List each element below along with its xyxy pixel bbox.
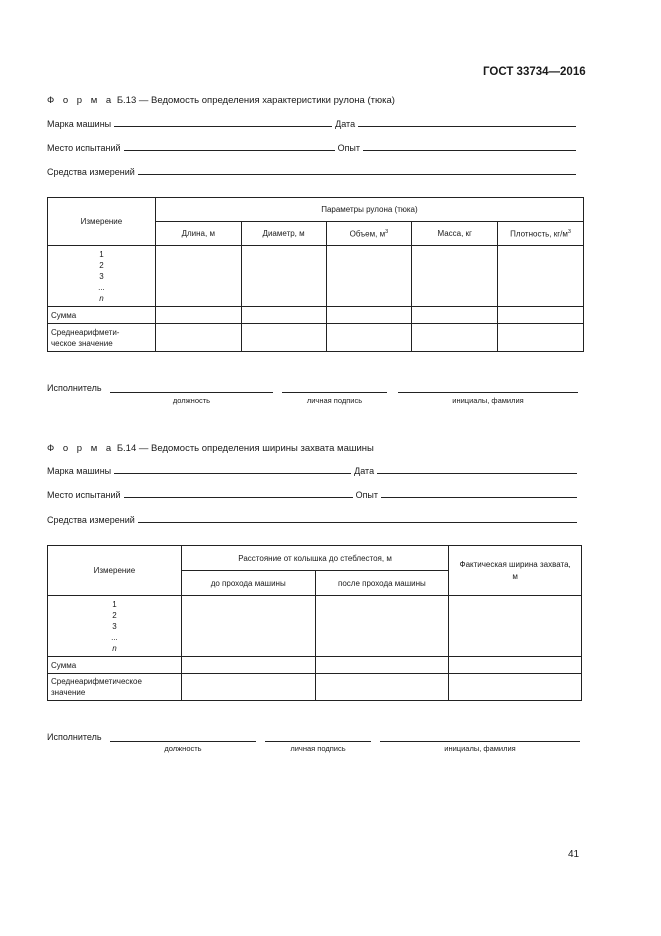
form-13-group-header: Параметры рулона (тюка) (155, 198, 583, 222)
form-13-place-label: Место испытаний (47, 143, 121, 153)
row-index: 2 (112, 610, 117, 620)
form-14-table (47, 545, 582, 701)
form-14-row-sum: Сумма (48, 657, 182, 674)
form-14-caption-name: инициалы, фамилия (444, 744, 516, 753)
form-14-instruments-row (47, 515, 580, 525)
form-14-signature-field[interactable] (265, 741, 371, 742)
form-14-col-actual-line1: Фактическая ширина захвата, (459, 559, 571, 569)
form-14-row-average (48, 674, 182, 701)
form-14-col-actual-line2: м (512, 571, 518, 581)
form-13-col-mass: Масса, кг (412, 222, 498, 246)
form-14-col-actual-width (449, 546, 582, 596)
row-index: n (112, 643, 117, 653)
form-13-row-sum: Сумма (48, 307, 156, 324)
form-13-row-average-line2: ческое значение (51, 338, 113, 348)
form-14-name-field[interactable] (380, 741, 580, 742)
form-13-col-density (498, 222, 584, 246)
form-13-date-label: Дата (335, 119, 356, 129)
table-cell[interactable] (155, 246, 241, 307)
row-index: ... (98, 282, 105, 292)
table-cell[interactable] (326, 307, 412, 324)
form-14-row-indices (48, 596, 182, 657)
form-14-date-field[interactable] (377, 473, 577, 474)
table-cell[interactable] (181, 596, 315, 657)
row-index: 1 (112, 599, 117, 609)
form-14-instruments-label: Средства измерений (47, 515, 135, 525)
table-cell[interactable] (241, 324, 326, 352)
table-cell[interactable] (241, 246, 326, 307)
form-14-place-label: Место испытаний (47, 490, 121, 500)
table-cell[interactable] (498, 307, 584, 324)
form-14-place-field[interactable] (124, 497, 353, 498)
form-13-title (47, 95, 395, 106)
form-13-title-text: Б.13 — Ведомость определения характеристики рулона (тюка) (116, 95, 395, 106)
form-14-machine-label: Марка машины (47, 466, 112, 476)
form-14-col-after: после прохода машины (315, 571, 449, 596)
row-index: 2 (99, 260, 104, 270)
table-cell[interactable] (315, 596, 449, 657)
form-13-signature-field[interactable] (282, 392, 387, 393)
table-cell[interactable] (449, 674, 582, 701)
form-13-table (47, 197, 584, 352)
row-index: 1 (99, 249, 104, 259)
table-cell[interactable] (315, 657, 449, 674)
form-13-machine-label: Марка машины (47, 119, 112, 129)
row-index: 3 (99, 271, 104, 281)
form-13-col-volume-sup: 3 (385, 228, 389, 235)
form-14-col-measurement: Измерение (48, 546, 182, 596)
form-14-row-average-line2: значение (51, 688, 86, 697)
row-index: 3 (112, 621, 117, 631)
form-13-name-field[interactable] (398, 392, 578, 393)
table-cell[interactable] (181, 657, 315, 674)
table-cell[interactable] (412, 246, 498, 307)
form-13-prefix: Ф о р м а (47, 95, 115, 106)
form-14-instruments-field[interactable] (138, 522, 577, 523)
form-13-col-diameter: Диаметр, м (241, 222, 326, 246)
form-14-trial-label: Опыт (355, 490, 379, 500)
form-13-col-measurement: Измерение (48, 198, 156, 246)
form-13-caption-position: должность (172, 396, 211, 405)
table-cell[interactable] (449, 657, 582, 674)
form-13-col-length: Длина, м (155, 222, 241, 246)
form-14-date-label: Дата (354, 466, 375, 476)
form-13-executor-label: Исполнитель (47, 383, 102, 393)
form-14-group-header: Расстояние от колышка до стеблестоя, м (181, 546, 448, 571)
table-cell[interactable] (326, 246, 412, 307)
form-13-position-field[interactable] (110, 392, 273, 393)
form-14-trial-field[interactable] (381, 497, 577, 498)
table-cell[interactable] (449, 596, 582, 657)
form-14-machine-field[interactable] (114, 473, 351, 474)
form-13-instruments-row (47, 167, 579, 177)
table-cell[interactable] (155, 324, 241, 352)
form-13-place-field[interactable] (124, 150, 335, 151)
row-index: ... (111, 632, 118, 642)
form-13-row-average-line1: Среднеарифмети- (51, 327, 120, 337)
form-13-caption-name: инициалы, фамилия (452, 396, 524, 405)
table-cell[interactable] (315, 674, 449, 701)
form-13-col-volume-text: Объем, м (349, 229, 386, 239)
table-cell[interactable] (326, 324, 412, 352)
form-14-title (47, 443, 374, 454)
form-13-row-indices (48, 246, 156, 307)
table-cell[interactable] (412, 324, 498, 352)
form-13-instruments-label: Средства измерений (47, 167, 135, 177)
page-number: 41 (568, 849, 580, 860)
form-13-trial-label: Опыт (337, 143, 361, 153)
form-14-position-field[interactable] (110, 741, 256, 742)
table-cell[interactable] (498, 324, 584, 352)
table-cell[interactable] (241, 307, 326, 324)
form-13-place-trial-row (47, 143, 579, 153)
form-14-col-before: до прохода машины (181, 571, 315, 596)
form-14-place-trial-row (47, 490, 580, 500)
form-14-row-average-line1: Среднеарифметическое (51, 677, 142, 686)
form-14-title-text: Б.14 — Ведомость определения ширины захвата машины (116, 443, 374, 454)
form-13-trial-field[interactable] (363, 150, 576, 151)
form-14-caption-position: должность (164, 744, 202, 753)
table-cell[interactable] (181, 674, 315, 701)
form-13-row-average (48, 324, 156, 352)
table-cell[interactable] (498, 246, 584, 307)
form-13-machine-date-row (47, 119, 579, 129)
form-13-col-density-sup: 3 (567, 228, 571, 235)
table-cell[interactable] (155, 307, 241, 324)
form-13-col-volume (326, 222, 412, 246)
form-13-machine-field[interactable] (114, 126, 332, 127)
form-13-date-field[interactable] (358, 126, 576, 127)
form-13-col-density-text: Плотность, кг/м (510, 229, 568, 239)
form-13-instruments-field[interactable] (138, 174, 576, 175)
table-cell[interactable] (412, 307, 498, 324)
document-code: ГОСТ 33734—2016 (483, 66, 586, 78)
form-14-executor-label: Исполнитель (47, 732, 102, 742)
form-13-caption-signature: личная подпись (306, 396, 363, 405)
row-index: n (99, 293, 104, 303)
form-14-caption-signature: личная подпись (290, 744, 346, 753)
form-14-machine-date-row (47, 466, 580, 476)
form-14-prefix: Ф о р м а (47, 443, 115, 454)
